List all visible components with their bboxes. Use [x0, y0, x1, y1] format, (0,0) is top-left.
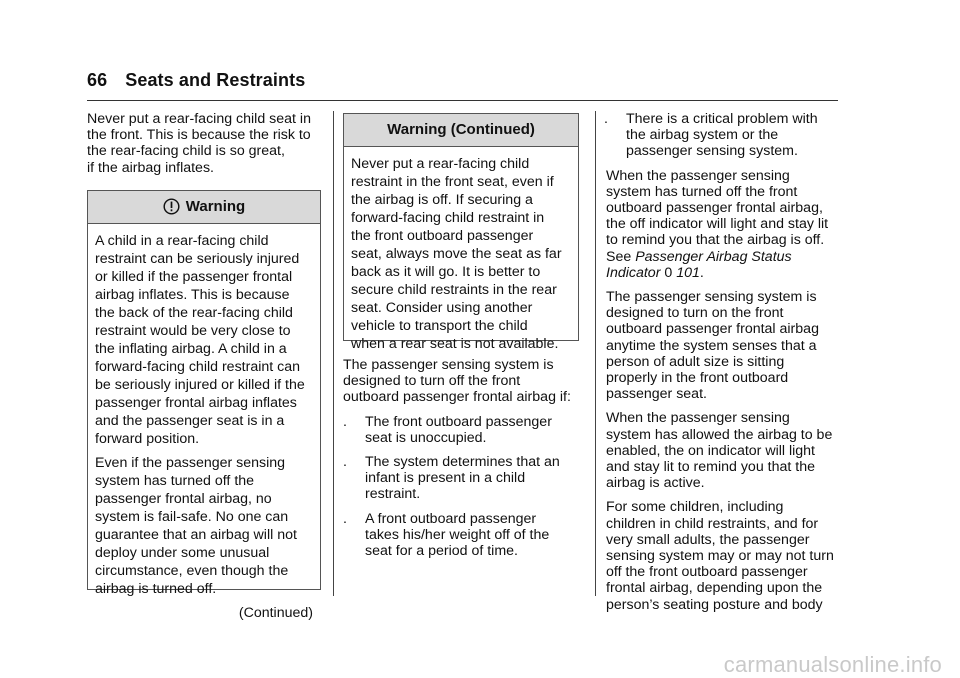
continued-label: (Continued) — [238, 604, 313, 621]
section-title: Seats and Restraints — [125, 70, 306, 90]
sensing-system-paragraph: The passenger sensing system is designed to turn off the front outboard passenger frontal airbag if: — [343, 357, 571, 406]
page-number: 66 — [87, 70, 108, 90]
warning-continued-paragraph: Never put a rear-facing child restraint in the front seat, even if the airbag is off. If securing a forward-facing child restraint in the front outboard passenger seat, always move the seat as far back as it will go. It is better to secure child restraints in the rear seat. Consider using another vehicle to transport the child when a rear seat is not available. — [351, 156, 562, 352]
warning-paragraph-2: Even if the passenger sensing system has turned off the passenger frontal airbag, no system is fail-safe. No one can guarantee that an airbag will not deploy under some unusual circumstance, even though the airbag is turned off. — [95, 454, 297, 597]
list-item: . A front outboard passenger takes his/her weight off of the seat for a period of time. — [343, 510, 550, 560]
column-1 — [87, 111, 321, 621]
warning-paragraph-1: A child in a rear-facing child restraint can be seriously injured or killed if the passenger frontal airbag inflates. This is because the back of the rear-facing child restraint would be very close to the inflating airbag. A child in a forward-facing child restraint can be seriously injured or killed if the passenger frontal airbag inflates and the passenger seat is in a forward position. — [95, 232, 305, 447]
column-3 — [606, 111, 840, 621]
warning-continued-body — [344, 147, 578, 365]
list-item: . The front outboard passenger seat is unoccupied. — [343, 413, 552, 446]
warning-continued-box — [343, 113, 579, 352]
warning-icon — [163, 198, 180, 215]
column-divider-right — [595, 111, 596, 596]
on-indicator-paragraph: When the passenger sensing system has allowed the airbag to be enabled, the on indicator will light and stay lit to remind you that the airbag is active. — [606, 410, 833, 492]
off-indicator-paragraph: When the passenger sensing system has turned off the front outboard passenger frontal airbag, the off indicator will light and stay lit to remind you that the airbag is off. See Passenger Airbag Status Indicator 0 101. — [606, 167, 829, 281]
column-divider-left — [333, 111, 334, 596]
children-paragraph: For some children, including children in child restraints, and for very small adults, the passenger sensing system may or may not turn off the front outboard passenger frontal airbag, depending upon the person’s seating posture and body — [606, 499, 834, 613]
column-2 — [343, 113, 579, 567]
page-ref-symbol: 0 — [664, 264, 673, 281]
warning-continued-title: Warning (Continued) — [387, 120, 535, 138]
watermark: carmanualsonline.info — [723, 652, 942, 677]
warning-continued-header — [344, 114, 578, 147]
warning-box — [87, 190, 321, 621]
page-ref-number[interactable]: 101 — [676, 264, 700, 281]
list-item: . The system determines that an infant is present in a child restraint. — [343, 454, 560, 503]
turn-on-paragraph: The passenger sensing system is designed to turn on the front outboard passenger frontal airbag anytime the system senses that a person of adult size is sitting properly in the front outboard passenger seat. — [606, 289, 819, 403]
warning-header — [88, 191, 320, 224]
intro-paragraph: Never put a rear-facing child seat in the front. This is because the risk to the rear-facing child is so great, if the airbag inflates. — [87, 111, 311, 176]
cross-reference-link[interactable]: Passenger Airbag Status — [635, 248, 792, 265]
list-item: . There is a critical problem with the airbag system or the passenger sensing system. — [604, 111, 818, 160]
warning-body — [88, 224, 320, 628]
header-rule — [87, 100, 838, 101]
warning-title: Warning — [185, 197, 246, 215]
page-header — [87, 70, 305, 91]
